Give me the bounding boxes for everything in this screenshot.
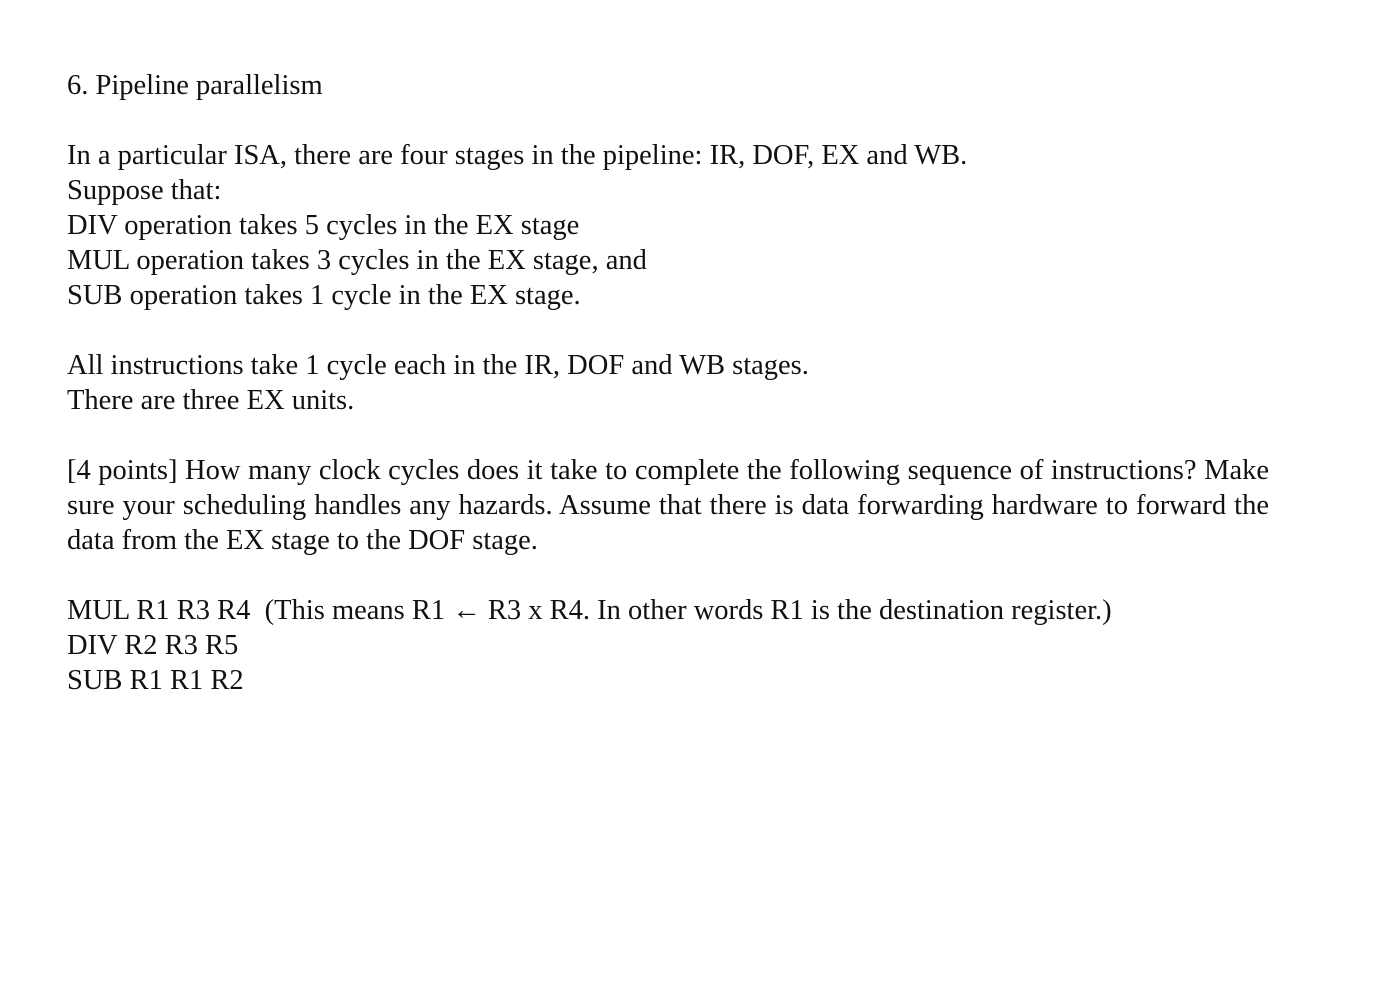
- question-title: 6. Pipeline parallelism: [67, 70, 323, 101]
- setup-paragraph: [67, 138, 1367, 313]
- prompt-paragraph: [67, 453, 1367, 558]
- setup-line: Suppose that:: [67, 175, 222, 206]
- instruction-line: SUB R1 R1 R2: [67, 665, 244, 696]
- question-prompt: [4 points] How many clock cycles does it take to complete the following sequence of instructions? Make sure your scheduling handles any hazards. Assume that there is data forwarding hardware to forward the data from the EX stage to the DOF stage.: [67, 455, 1269, 556]
- constraint-line: There are three EX units.: [67, 385, 355, 416]
- constraint-line: All instructions take 1 cycle each in the IR, DOF and WB stages.: [67, 350, 809, 381]
- instruction-line: MUL R1 R3 R4 (This means R1 ← R3 x R4. In other words R1 is the destination register.): [67, 595, 1112, 626]
- instruction-line: DIV R2 R3 R5: [67, 630, 239, 661]
- instruction-list: [67, 593, 1367, 698]
- constraint-paragraph: [67, 348, 1367, 418]
- setup-line: MUL operation takes 3 cycles in the EX stage, and: [67, 245, 647, 276]
- document-page: [67, 68, 1367, 733]
- setup-line: DIV operation takes 5 cycles in the EX stage: [67, 210, 580, 241]
- setup-line: SUB operation takes 1 cycle in the EX stage.: [67, 280, 581, 311]
- setup-line: In a particular ISA, there are four stages in the pipeline: IR, DOF, EX and WB.: [67, 140, 968, 171]
